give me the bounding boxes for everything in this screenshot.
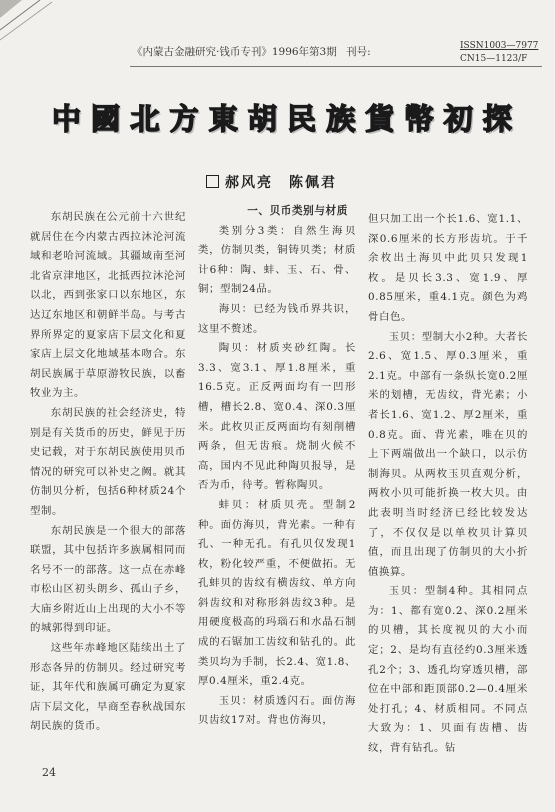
title-char: 初 [443,102,473,136]
title-char: 胡 [247,102,277,136]
paragraph: 玉贝：型制大小2种。大者长2.6、宽1.5、厚0.3厘米，重2.1克。中部有一条纵长宽0.2厘米的划槽，无齿纹，背光素；小者长1.6、宽1.2、厚2厘米，重0.8克。面、背光素，唯在贝的上下两端做出一个缺口，以示仿制海贝。从两枚玉贝直观分析，两枚小贝可能折换一枚大贝。由此表明当时经济已经比较发达了，不仅仅是以单枚贝计算贝值，而且出现了仿制贝的大小折值换算。 [368,330,528,578]
header-rule [130,66,542,67]
text-column-1 [30,208,186,737]
issn-block [460,40,550,66]
title-char: 中 [52,102,82,136]
title-char: 幣 [404,102,434,136]
paragraph: 玉贝：型制4种。其相同点为：1、都有宽0.2、深0.2厘米的贝槽，其长度视贝的大小而定；2、是均有直径约0.3厘米透孔2个；3、透孔均穿透贝槽，部位在中部和距顶部0.2—0.4厘米处打孔；4、材质相同。不同点大致为：1、贝面有齿槽、齿纹，背有钻孔。钻 [368,585,528,755]
journal-title: 《内蒙古金融研究·钱币专刊》1996年第3期 [132,46,337,58]
title-char: 北 [130,102,160,136]
title-char: 國 [91,102,121,136]
cn-number: CN15—1123/F [460,54,528,64]
article-title [52,96,512,142]
paragraph: 东胡民族在公元前十六世纪就居住在今内蒙古西拉沐沦河流域和老哈河流域。其疆域南至河北省京津地区，北抵西拉沐沦河以北，西到张家口以东地区，东达辽东地区和朝鲜半岛。与考古界所界定的夏家店下层文化和夏家店上层文化地域基本吻合。东胡民族属于草原游牧民族，以畜牧业为主。 [30,211,186,400]
paragraph: 但只加工出一个长1.6、宽1.1、深0.6厘米的长方形齿坑。于千余枚出土海贝中此贝只发现1枚。是贝长3.3、宽1.9、厚0.85厘米，重4.1克。颜色为鸡骨白色。 [368,213,528,323]
paragraph: 类别分3类：自然生海贝类，仿制贝类，铜铸贝类；材质计6种：陶、蚌、玉、石、骨、铜；型制24品。 [198,224,356,296]
page-number: 24 [42,766,56,779]
paragraph: 这些年赤峰地区陆续出土了形态各异的仿制贝。经过研究考证，其年代和族属可确定为夏家店下层文化，早商至春秋战国东胡民族的货币。 [30,642,186,733]
page-corner-fold [0,0,60,50]
authors: 郝风亮 陈佩君 [225,175,337,191]
paragraph: 海贝：已经为钱币界共识，这里不赘述。 [198,302,356,335]
title-char: 民 [287,102,317,136]
square-icon [206,175,219,188]
paragraph: 蚌贝：材质贝壳。型制2种。面仿海贝，背光素。一种有孔、一种无孔。有孔贝仅发现1枚，粉化较严重，不便做拓。无孔蚌贝的齿纹有横齿纹、单方向斜齿纹和对称形斜齿纹3种。是用硬度极高的玛瑙石和水晶石制成的石锯加工齿纹和钻孔的。此类贝均为手制，长2.4、宽1.8、厚0.4厘米，重2.4克。 [198,498,356,688]
author-line [206,172,337,192]
text-column-3 [368,210,528,759]
paragraph: 东胡民族是一个很大的部落联盟，其中包括许多族属相同而名号不一的部落。这一点在赤峰市松山区初头朗乡、孤山子乡，大庙乡附近山上出现的大小不等的城郭得到印证。 [30,524,186,635]
title-char: 探 [482,102,512,136]
paragraph: 陶贝：材质夹砂红陶。长3.3、宽3.1、厚1.8厘米，重16.5克。正反两面均有一凹形槽，槽长2.8、宽0.4、深0.3厘米。此枚贝正反两面均有刻削槽两条，但无齿痕。烧制火候不高，国内不见此种陶贝报导，是否为币，待考。暂称陶贝。 [198,342,356,492]
title-char: 貨 [365,102,395,136]
issn-number: ISSN1003—7977 [460,41,539,51]
text-column-2 [198,202,356,731]
issn-label: 刊号: [346,46,371,58]
title-char: 族 [326,102,356,136]
title-char: 方 [169,102,199,136]
section-heading: 一、贝币类别与材质 [247,205,348,217]
paragraph: 东胡民族的社会经济史，特别是有关货币的历史，鲜见于历史记载，对于东胡民族使用贝币情况的研究可以补史之阙。就其仿制贝分析，包括6种材质24个型制。 [30,406,186,517]
title-char: 東 [208,102,238,136]
paragraph: 玉贝：材质透闪石。面仿海贝齿纹17对。背也仿海贝， [198,694,356,727]
